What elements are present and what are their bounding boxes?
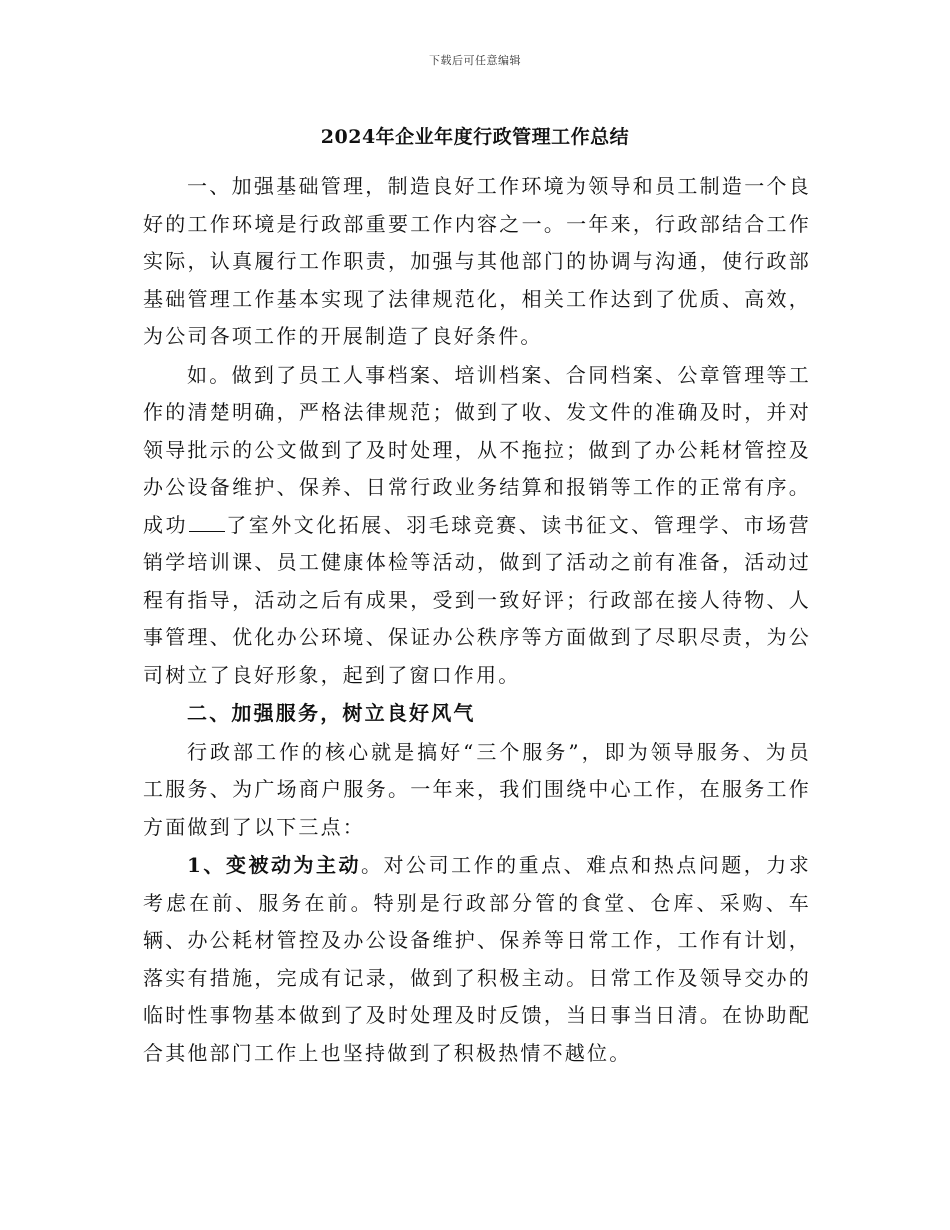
document-title: 2024年企业年度行政管理工作总结 [320,126,630,148]
paragraph-1: 一、加强基础管理，制造良好工作环境为领导和员工制造一个良好的工作环境是行政部重要工作内容之一。一年来，行政部结合工作实际，认真履行工作职责，加强与其他部门的协调与沟通，使行政部基础管理工作基本实现了法律规范化，相关工作达到了优质、高效，为公司各项工作的开展制造了良好条件。 [143,174,811,348]
paragraph-4-lead: 1、变被动为主动 [187,853,362,877]
paragraph-4-text: 。对公司工作的重点、难点和热点问题，力求考虑在前、服务在前。特别是行政部分管的食堂、仓库、采购、车辆、办公耗材管控及办公设备维护、保养等日常工作，工作有计划，落实有措施，完成有记录，做到了积极主动。日常工作及领导交办的临时性事物基本做到了及时处理及时反馈，当日事当日清。在协助配合其他部门工作上也坚持做到了积极热情不越位。 [143,853,811,1065]
fill-in-blank [189,515,225,532]
paragraph-4 [143,847,811,1072]
paragraph-2 [143,357,811,695]
paragraph-2-text-a: 如。做到了员工人事档案、培训档案、合同档案、公章管理等工作的清楚明确，严格法律规范；做到了收、发文件的准确及时，并对领导批示的公文做到了及时处理，从不拖拉；做到了办公耗材管控及办公设备维护、保养、日常行政业务结算和报销等工作的正常有序。成功 [143,362,811,537]
document-body [143,168,811,1072]
paragraph-2-text-b: 了室外文化拓展、羽毛球竞赛、读书征文、管理学、市场营销学培训课、员工健康体检等活动，做到了活动之前有准备，活动过程有指导，活动之后有成果，受到一致好评；行政部在接人待物、人事管理、优化办公环境、保证办公秩序等方面做到了尽职尽责，为公司树立了良好形象，起到了窗口作用。 [143,512,811,687]
header-note: 下载后可任意编辑 [429,54,521,67]
section-heading-2: 二、加强服务，树立良好风气 [187,701,476,725]
paragraph-3: 行政部工作的核心就是搞好“三个服务”，即为领导服务、为员工服务、为广场商户服务。一年来，我们围绕中心工作，在服务工作方面做到了以下三点： [143,739,811,839]
